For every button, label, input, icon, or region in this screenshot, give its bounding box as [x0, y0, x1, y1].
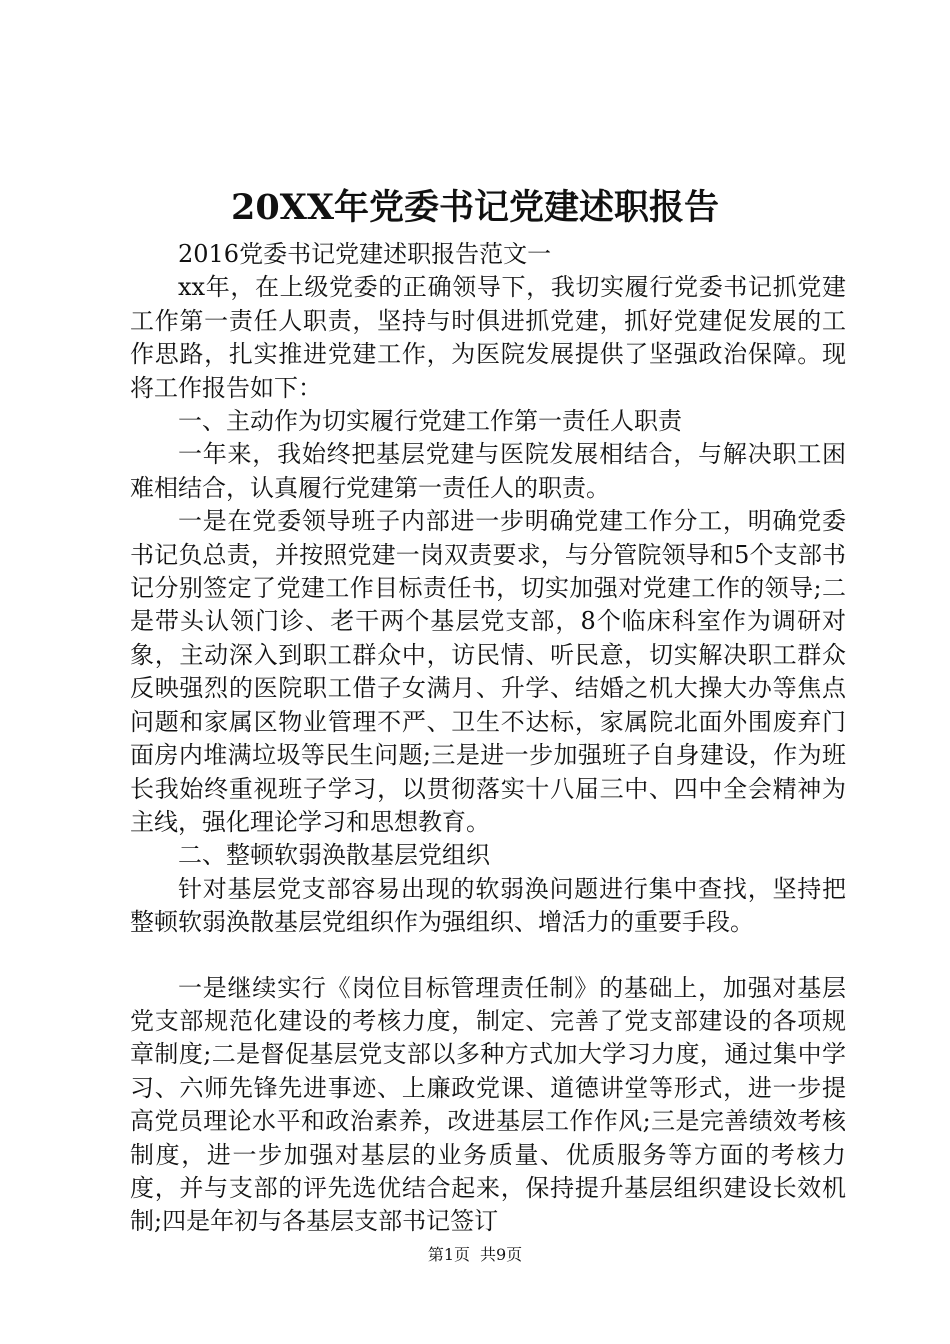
intro-paragraph: xx年，在上级党委的正确领导下，我切实履行党委书记抓党建工作第一责任人职责，坚持与时俱进抓党建，抓好党建促发展的工作思路，扎实推进党建工作，为医院发展提供了坚强政治保障。现将工作报告如下：	[130, 273, 846, 402]
body-paragraph: 一是继续实行《岗位目标管理责任制》的基础上，加强对基层党支部规范化建设的考核力度，制定、完善了党支部建设的各项规章制度;二是督促基层党支部以多种方式加大学习力度，通过集中学习、六师先锋先进事迹、上廉政党课、道德讲堂等形式，进一步提高党员理论水平和政治素养，改进基层工作作风;三是完善绩效考核制度，进一步加强对基层的业务质量、优质服务等方面的考核力度，并与支部的评先选优结合起来，保持提升基层组织建设长效机制;四是年初与各基层支部书记签订	[130, 973, 846, 1236]
section-heading-2: 二、整顿软弱涣散基层党组织	[178, 841, 490, 870]
page-footer	[0, 1245, 950, 1265]
subtitle-paragraph: 2016党委书记党建述职报告范文一	[178, 240, 552, 268]
body-paragraph: 一年来，我始终把基层党建与医院发展相结合，与解决职工困难相结合，认真履行党建第一责任人的职责。	[130, 440, 846, 502]
body-paragraph: 针对基层党支部容易出现的软弱涣问题进行集中查找，坚持把整顿软弱涣散基层党组织作为强组织、增活力的重要手段。	[130, 874, 846, 937]
page-number: 第1页	[427, 1245, 470, 1264]
document-body	[130, 238, 846, 1239]
body-paragraph: 一是在党委领导班子内部进一步明确党建工作分工，明确党委书记负总责，并按照党建一岗双责要求，与分管院领导和5个支部书记分别签定了党建工作目标责任书，切实加强对党建工作的领导;二是带头认领门诊、老干两个基层党支部，8个临床科室作为调研对象，主动深入到职工群众中，访民情、听民意，切实解决职工群众反映强烈的医院职工借子女满月、升学、结婚之机大操大办等焦点问题和家属区物业管理不严、卫生不达标，家属院北面外围废弃门面房内堆满垃圾等民生问题;三是进一步加强班子自身建设，作为班长我始终重视班子学习，以贯彻落实十八届三中、四中全会精神为主线，强化理论学习和思想教育。	[130, 507, 846, 836]
section-heading-1: 一、主动作为切实履行党建工作第一责任人职责	[178, 407, 682, 436]
page-total: 共9页	[480, 1245, 523, 1264]
document-title: 20XX年党委书记党建述职报告	[230, 187, 720, 228]
